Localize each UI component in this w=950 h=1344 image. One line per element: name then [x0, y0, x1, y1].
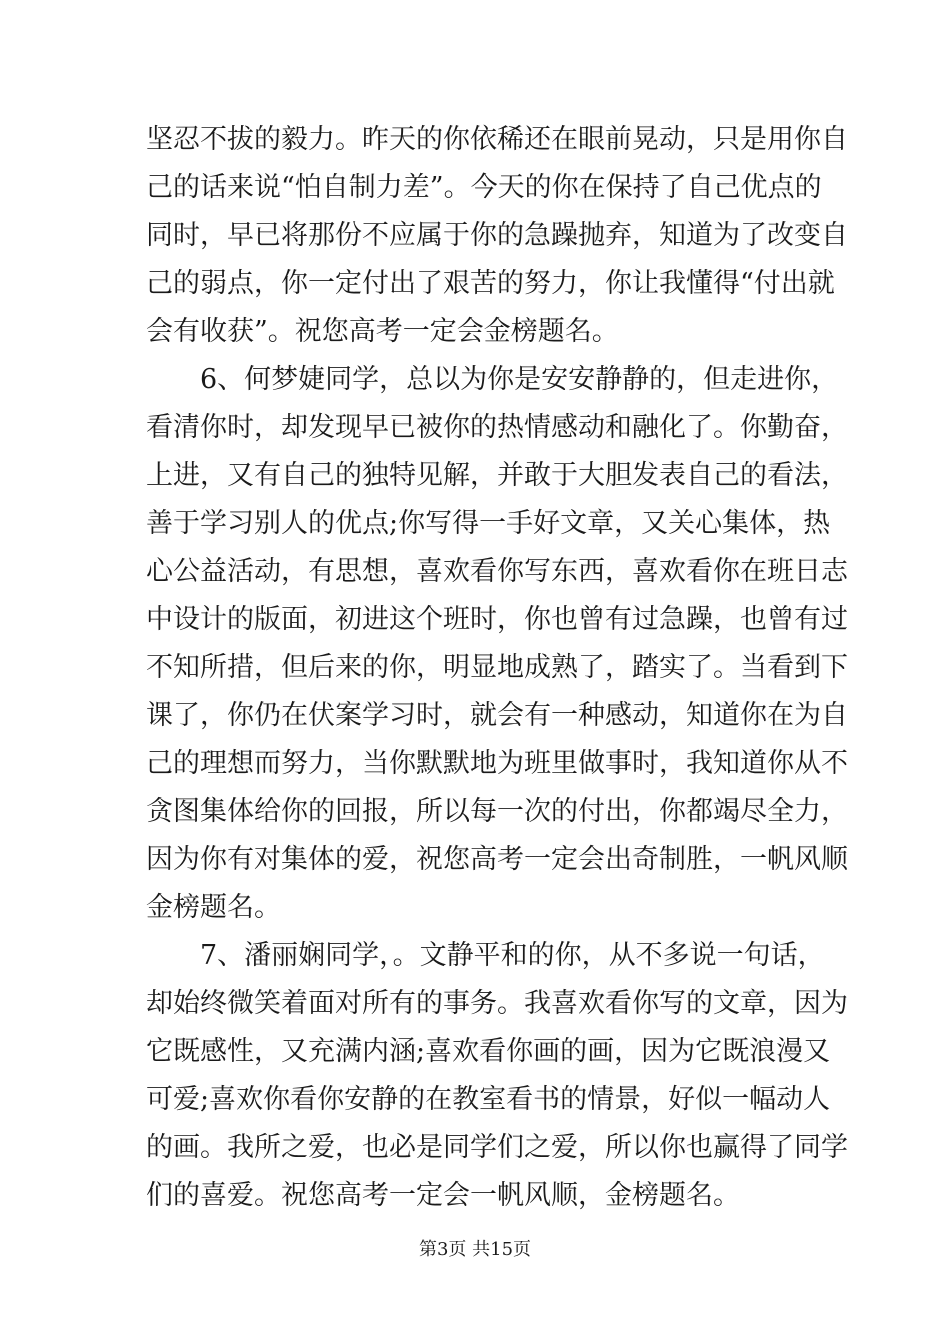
text-line: 己的弱点，你一定付出了艰苦的努力，你让我懂得“付出就	[146, 268, 835, 299]
text-line: 心公益活动，有思想，喜欢看你写东西，喜欢看你在班日志	[146, 556, 848, 587]
text-line: 它既感性，又充满内涵;喜欢看你画的画，因为它既浪漫又	[146, 1036, 831, 1067]
text-line: 看清你时，却发现早已被你的热情感动和融化了。你勤奋，	[146, 412, 848, 443]
text-line: 中设计的版面，初进这个班时，你也曾有过急躁，也曾有过	[146, 604, 848, 635]
text-line: 会有收获”。祝您高考一定会金榜题名。	[146, 316, 619, 347]
text-line: 上进，又有自己的独特见解，并敢于大胆发表自己的看法，	[146, 460, 848, 491]
body-text	[146, 116, 848, 1220]
page-footer	[0, 1238, 950, 1262]
text-line: 可爱;喜欢你看你安静的在教室看书的情景，好似一幅动人	[146, 1084, 831, 1115]
text-line: 坚忍不拔的毅力。昨天的你依稀还在眼前晃动，只是用你自	[146, 124, 848, 155]
text-line: 因为你有对集体的爱，祝您高考一定会出奇制胜，一帆风顺	[146, 844, 848, 875]
page-total: 共15页	[472, 1239, 532, 1260]
text-line: 们的喜爱。祝您高考一定会一帆风顺，金榜题名。	[146, 1180, 740, 1211]
page-number: 第3页	[418, 1239, 467, 1260]
paragraph-start-line: 6、何梦婕同学，总以为你是安安静静的，但走进你，	[200, 364, 839, 395]
text-line: 贪图集体给你的回报，所以每一次的付出，你都竭尽全力，	[146, 796, 848, 827]
text-line: 的画。我所之爱，也必是同学们之爱，所以你也赢得了同学	[146, 1132, 848, 1163]
text-line: 课了，你仍在伏案学习时，就会有一种感动，知道你在为自	[146, 700, 848, 731]
text-line: 同时，早已将那份不应属于你的急躁抛弃，知道为了改变自	[146, 220, 848, 251]
text-line: 不知所措，但后来的你，明显地成熟了，踏实了。当看到下	[146, 652, 848, 683]
text-line: 己的话来说“怕自制力差”。今天的你在保持了自己优点的	[146, 172, 822, 203]
paragraph-start-line: 7、潘丽娴同学，。文静平和的你，从不多说一句话，	[200, 940, 825, 971]
text-line: 却始终微笑着面对所有的事务。我喜欢看你写的文章，因为	[146, 988, 848, 1019]
text-line: 己的理想而努力，当你默默地为班里做事时，我知道你从不	[146, 748, 848, 779]
text-line: 金榜题名。	[146, 892, 281, 923]
text-line: 善于学习别人的优点;你写得一手好文章，又关心集体，热	[146, 508, 831, 539]
